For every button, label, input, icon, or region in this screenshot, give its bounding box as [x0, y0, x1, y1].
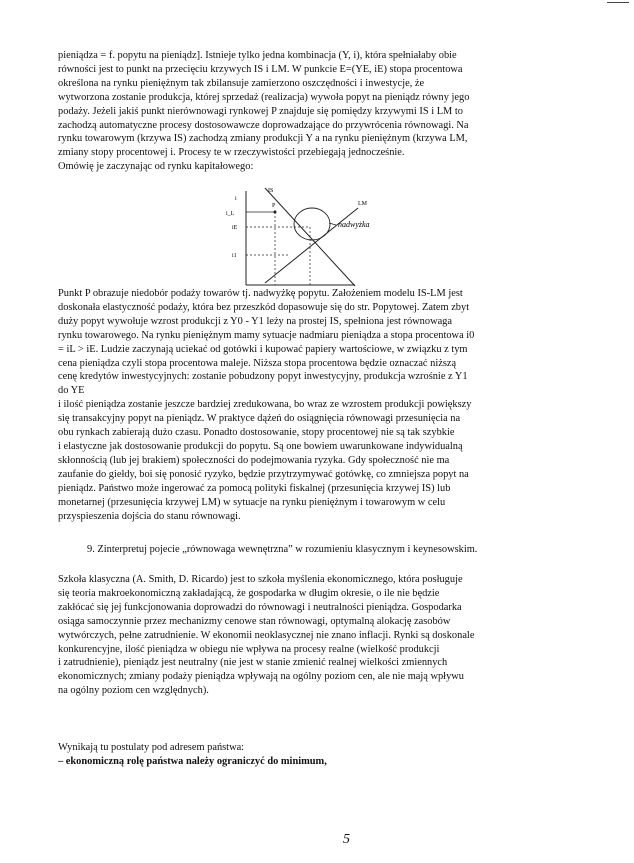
- text-line: przyspieszenia dojścia do stanu równowagi.: [58, 510, 241, 522]
- is-lm-graph: [220, 183, 420, 288]
- postulates-intro: Wynikają tu postulaty pod adresem państwa:: [58, 742, 245, 753]
- text-line: i elastyczne jak dostosowanie produkcji do popytu. Są one bowiem uwarunkowane indywidualną: [58, 440, 463, 452]
- scan-edge-line: [607, 2, 629, 3]
- page-number: 5: [343, 832, 350, 847]
- i1-label: i1: [232, 253, 237, 259]
- text-line: określona na rynku pieniężnym tak zbilansuje zamierzono oszczędności i inwestycje, że: [58, 77, 425, 89]
- text-line: zmiany stopy procentowej i. Procesy te w rzeczywistości przebiegają jednocześnie.: [58, 147, 405, 159]
- text-line: konkurencyjne, ilość pieniądza w obiegu nie wpływa na procesy realne (wielkość produkcji: [58, 643, 440, 655]
- il-label: i_L: [226, 211, 235, 217]
- ie-label: iE: [232, 225, 238, 231]
- text-line: do YE: [58, 385, 85, 397]
- text-line: i ilość pieniądza zostanie jeszcze bardziej zredukowana, bo wraz ze wzrostem produkcji powiększy: [58, 399, 472, 411]
- text-line: wytwórczych, pełne zatrudnienie. W ekonomii neoklasycznej nie znano inflacji. Rynki są doskonale: [58, 629, 475, 641]
- text-line: się transakcyjny popyt na pieniądz. W praktyce dążeń do osiągnięcia równowagi przesunięcia na: [58, 413, 461, 425]
- text-line: Omówię je zaczynając od rynku kapitałowego:: [58, 161, 254, 173]
- text-line: równości jest to punkt na przecięciu krzywych IS i LM. W punkcie E=(YE, iE) stopa procentowa: [58, 63, 463, 75]
- i-axis-label: i: [235, 196, 237, 202]
- paragraph-classical-school: [58, 573, 568, 698]
- text-line: zachodzą automatyczne procesy dostosowawcze doprowadzające do przywrócenia równowagi. Na: [58, 119, 469, 131]
- paragraph-adjustment: [58, 287, 568, 523]
- point-p: [274, 211, 277, 214]
- text-line: obu rynkach zabierają dużo czasu. Ponadto dostosowanie, stopy procentowej nie są tak szybkie: [58, 427, 455, 439]
- text-line: doskonała elastyczność podaży, która bez przeszkód dopasowuje się do str. Popytowej. Zatem zbyt: [58, 301, 470, 313]
- text-line: zaufanie do giełdy, boi się ponosić ryzyko, będzie przytrzymywać gotówkę, co zmniejsza popyt na: [58, 468, 469, 480]
- text-line: cena pieniądza czyli stopa procentowa maleje. Niższa stopa procentowa będzie oznaczać niższą: [58, 357, 457, 369]
- text-line: ekonomicznych; zmiany podaży pieniądza wpływają na ogólny poziom cen, ale nie mają wpływu: [58, 671, 464, 683]
- text-line: i zatrudnienie), pieniądz jest neutralny (nie jest w stanie zmienić realnej wielkości zmiennych: [58, 657, 448, 669]
- text-line: skłonnością (lub jej brakiem) społeczności do podejmowania ryzyka. Gdy społeczność nie ma: [58, 454, 450, 466]
- text-line: rynku towarowego. Na rynku pieniężnym mamy sytuacje nadmiaru pieniądza a stopa procentowa i0: [58, 329, 475, 341]
- text-line: zakłócać się jej funkcjonowania doprowadzi do równowagi i neutralności pieniądza. Gospodarka: [58, 601, 462, 613]
- question-9: 9. Zinterpretuj pojecie „równowaga wewnętrzna” w rozumieniu klasycznym i keynesowskim.: [87, 544, 478, 555]
- excess-circle: [294, 208, 330, 240]
- text-line: pieniądza = f. popytu na pieniądz]. Istnieje tylko jedna kombinacja (Y, i), która spełniałaby obie: [58, 50, 457, 61]
- text-line: się teoria makroekonomiczną zakładającą, że gospodarka w długim okresie, o ile nie będzie: [58, 587, 440, 599]
- postulate-item: – ekonomiczną rolę państwa należy ograniczyć do minimum,: [58, 755, 327, 767]
- lm-label: LM: [358, 201, 367, 207]
- text-line: osiąga samoczynnie przez mechanizmy cenowe stan równowagi, optymalną alokację zasobów: [58, 615, 451, 627]
- text-line: = iL > iE. Ludzie zaczynają uciekać od gotówki i kupować papiery wartościowe, w związku z tym: [58, 343, 468, 355]
- text-line: duży popyt wywołuje wzrost produkcji z Y0 - Y1 leży na prostej IS, spełniona jest równowaga: [58, 315, 452, 327]
- text-line: podaży. Jeżeli jakiś punkt nierównowagi rynkowej P znajduje się pomiędzy krzywymi IS i LM to: [58, 105, 463, 117]
- is-label: IS: [268, 188, 274, 194]
- postulates-section: [58, 741, 568, 769]
- p-label: P: [272, 203, 276, 209]
- text-line: Szkoła klasyczna (A. Smith, D. Ricardo) jest to szkoła myślenia ekonomicznego, która posługuje: [58, 574, 463, 585]
- text-line: pieniądz. Państwo może ingerować za pomocą polityki fiskalnej (przesunięcia krzywej IS) lub: [58, 482, 451, 494]
- text-line: rynku towarowym (krzywa IS) zachodzą zmiany produkcji Y a na rynku pieniężnym (krzywa LM,: [58, 133, 468, 145]
- text-line: Punkt P obrazuje niedobór podaży towarów tj. nadwyżkę popytu. Założeniem modelu IS-LM jest: [58, 288, 463, 299]
- text-line: cenę kredytów inwestycyjnych: zostanie pobudzony popyt inwestycyjny, produkcja wzrośnie z Y1: [58, 371, 468, 383]
- text-line: wytworzona zostanie produkcja, której sprzedaż (realizacja) wywoła popyt na pieniądz równy jego: [58, 91, 470, 103]
- paragraph-equilibrium: [58, 49, 568, 174]
- text-line: na ogólny poziom cen względnych).: [58, 685, 209, 697]
- text-line: monetarnej (przesunięcia krzywej LM) w sytuacje na rynku pieniężnym i towarowym w celu: [58, 496, 446, 508]
- annotation-label: nadwyżka: [338, 220, 370, 229]
